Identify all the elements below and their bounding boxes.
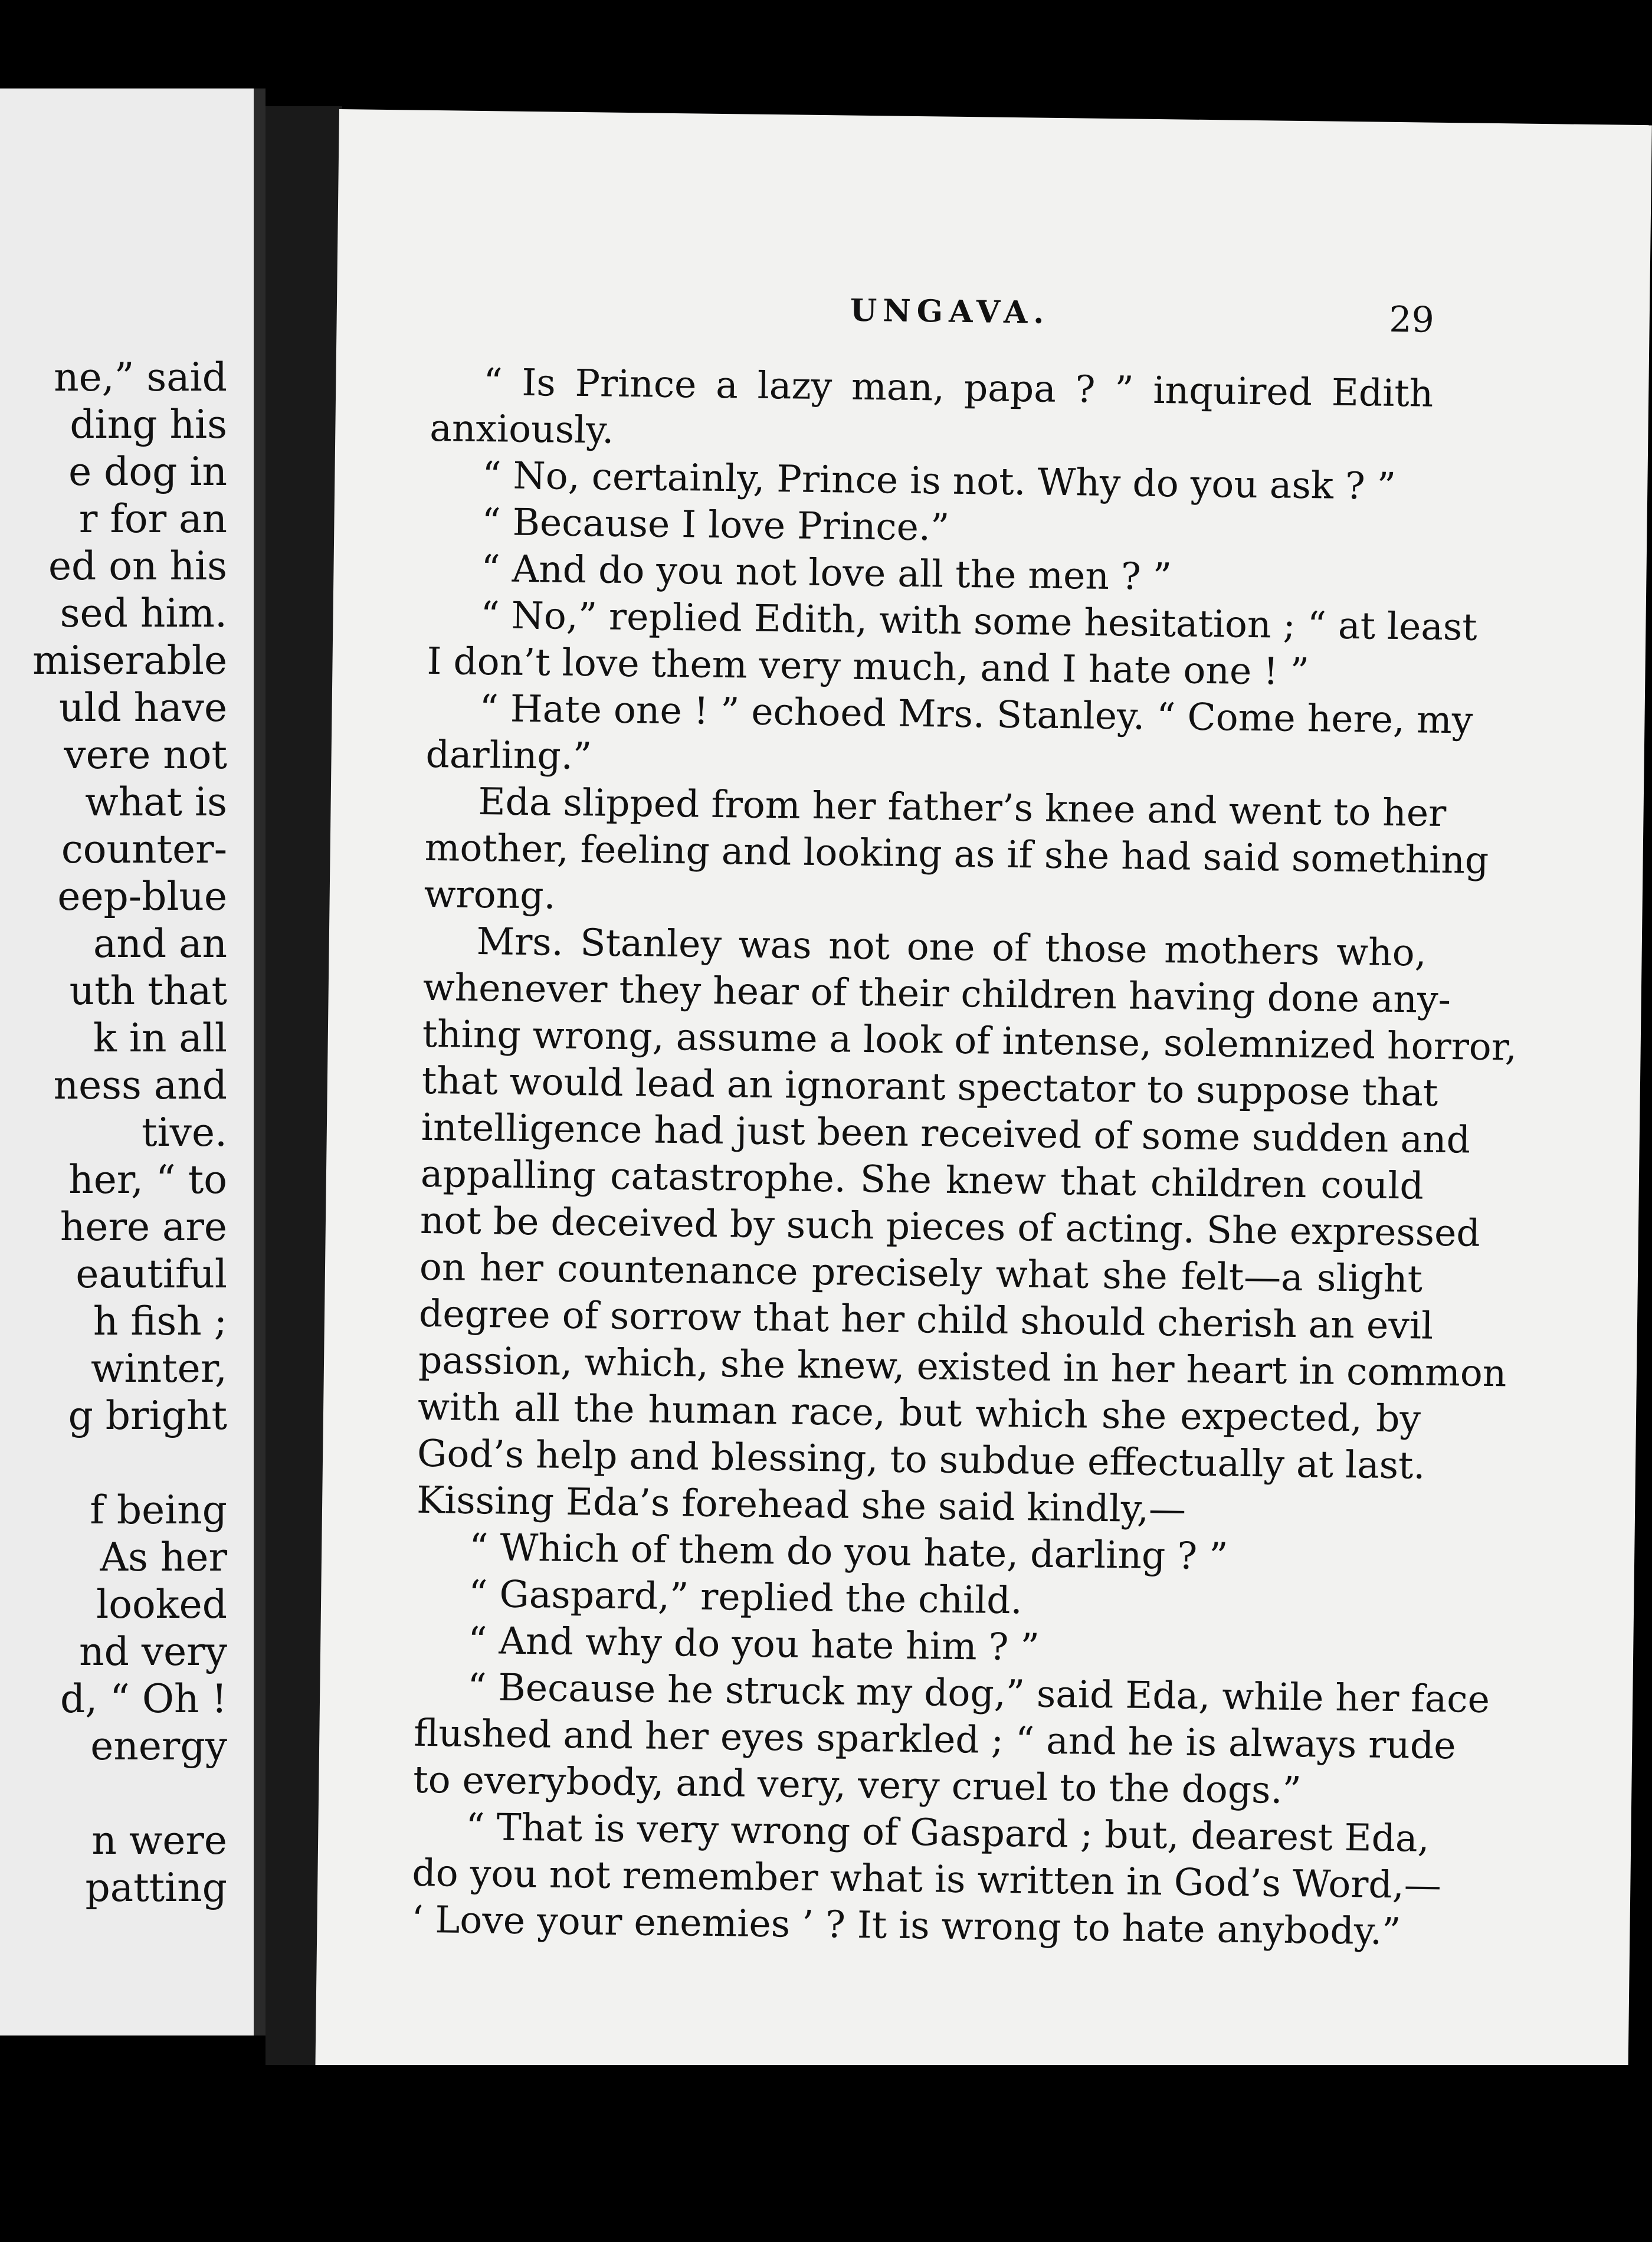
text-line: that would lead an ignorant spectator to suppose that: [421, 1058, 1438, 1115]
text-line: not be deceived by such pieces of acting. She expressed: [419, 1198, 1481, 1255]
text-line: God’s help and blessing, to subdue effectually at last.: [417, 1431, 1425, 1487]
text-line: “ Is Prince a lazy man, papa ? ” inquired Edith: [483, 360, 1434, 415]
left-line: h fish ;: [93, 1299, 227, 1344]
running-title: UNGAVA.: [850, 292, 1050, 331]
left-line: nd very: [79, 1629, 227, 1674]
text-line: with all the human race, but which she expected, by: [417, 1385, 1421, 1441]
text-line: Mrs. Stanley was not one of those mothers who,: [476, 919, 1427, 975]
left-line: eautiful: [76, 1251, 227, 1297]
left-line: ness and: [53, 1063, 227, 1108]
left-line: ne,” said: [54, 355, 227, 400]
page-number: 29: [1388, 299, 1435, 341]
text-line: to everybody, and very, very cruel to the dogs.”: [412, 1758, 1302, 1812]
left-line: e dog in: [68, 449, 227, 494]
text-line: “ And do you not love all the men ? ”: [481, 546, 1172, 599]
left-line: ding his: [70, 402, 227, 447]
text-line: degree of sorrow that her child should cherish an evil: [418, 1292, 1434, 1348]
left-line: ed on his: [48, 543, 227, 589]
left-line: k in all: [93, 1015, 227, 1061]
text-line: “ Hate one ! ” echoed Mrs. Stanley. “ Come here, my: [479, 686, 1473, 742]
left-line: energy: [90, 1723, 227, 1769]
left-line: g bright: [68, 1393, 227, 1438]
left-line: uld have: [58, 685, 227, 730]
left-line: looked: [96, 1582, 227, 1627]
left-line: sed him.: [60, 591, 227, 636]
left-line: f being: [90, 1487, 227, 1533]
left-line: counter-: [61, 827, 227, 872]
left-line: r for an: [78, 496, 227, 542]
text-line: darling.”: [425, 732, 592, 778]
text-line: do you not remember what is written in God’s Word,—: [412, 1851, 1442, 1907]
text-line: “ Because he struck my dog,” said Eda, while her face: [467, 1665, 1490, 1722]
text-line: Eda slipped from her father’s knee and went to her: [478, 779, 1447, 835]
left-line: her, “ to: [68, 1157, 227, 1202]
text-line: “ Gaspard,” replied the child.: [468, 1572, 1023, 1622]
text-line: “ And why do you hate him ? ”: [467, 1618, 1040, 1669]
text-line: appalling catastrophe. She knew that children could: [420, 1152, 1424, 1208]
left-line: tive.: [142, 1110, 227, 1155]
left-line: vere not: [64, 732, 227, 778]
left-line: miserable: [32, 638, 227, 683]
text-line: “ No,” replied Edith, with some hesitation ; “ at least: [480, 593, 1478, 649]
left-line: As her: [100, 1535, 227, 1580]
scan-border-bottom: [254, 2065, 1652, 2242]
text-line: thing wrong, assume a look of intense, solemnized horror,: [422, 1012, 1517, 1069]
text-line: ‘ Love your enemies ’ ? It is wrong to hate anybody.”: [411, 1897, 1401, 1953]
text-line: Kissing Eda’s forehead she said kindly,—: [416, 1478, 1186, 1531]
text-line: wrong.: [424, 872, 556, 917]
text-line: “ No, certainly, Prince is not. Why do you ask ? ”: [481, 454, 1397, 508]
page-body: [411, 358, 1517, 1955]
text-line: on her countenance precisely what she felt—a slight: [419, 1245, 1423, 1301]
text-line: flushed and her eyes sparkled ; “ and he is always rude: [413, 1711, 1456, 1768]
left-line: and an: [93, 921, 227, 966]
left-line: n were: [91, 1818, 227, 1863]
left-line: patting: [85, 1865, 227, 1910]
left-line: eep-blue: [57, 874, 227, 919]
left-line: what is: [85, 779, 227, 825]
text-line: anxiously.: [429, 406, 614, 452]
left-line: uth that: [69, 968, 227, 1014]
text-line: I don’t love them very much, and I hate one ! ”: [427, 639, 1310, 694]
text-line: “ Because I love Prince.”: [481, 500, 950, 549]
left-line: winter,: [91, 1346, 227, 1391]
page-header: [337, 286, 1435, 341]
left-line: [32, 1770, 227, 1817]
text-line: mother, feeling and looking as if she had said something: [424, 825, 1489, 882]
left-line: [32, 1440, 227, 1487]
text-line: “ Which of them do you hate, darling ? ”: [468, 1525, 1228, 1578]
text-line: “ That is very wrong of Gaspard ; but, dearest Eda,: [466, 1805, 1430, 1860]
left-line: here are: [60, 1204, 227, 1250]
left-page-text: [32, 354, 227, 1912]
text-line: intelligence had just been received of some sudden and: [421, 1105, 1471, 1162]
left-page: [0, 88, 266, 2036]
text-line: whenever they hear of their children having done any-: [422, 965, 1451, 1022]
right-page: [315, 109, 1652, 2090]
text-line: passion, which, she knew, existed in her heart in common: [418, 1338, 1507, 1395]
left-line: d, “ Oh !: [60, 1676, 227, 1722]
